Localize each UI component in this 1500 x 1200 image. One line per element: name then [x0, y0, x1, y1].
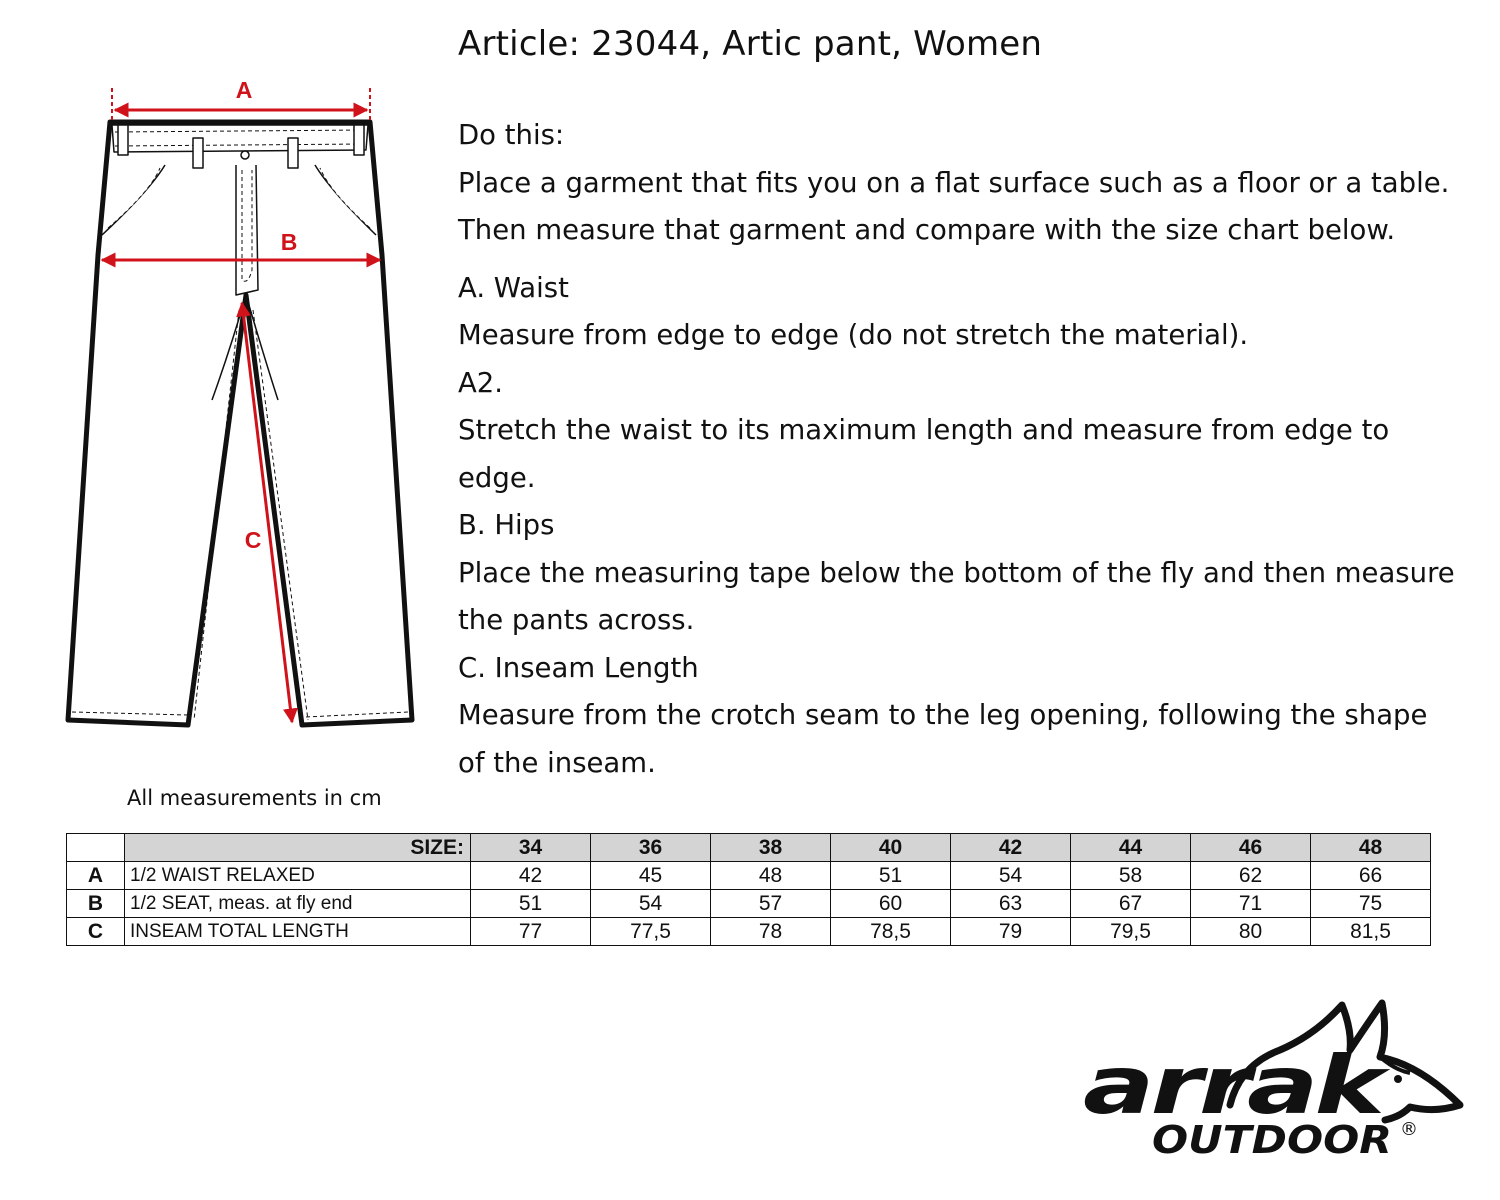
- label-a: A: [235, 77, 253, 103]
- table-cell: 62: [1191, 862, 1311, 890]
- brand-subtitle: OUTDOOR: [1152, 1118, 1392, 1162]
- size-column-header: 44: [1071, 834, 1191, 862]
- table-cell: 75: [1311, 890, 1431, 918]
- instruction-line: Place a garment that fits you on a flat surface such as a floor or a table.: [458, 166, 1450, 199]
- size-column-header: 46: [1191, 834, 1311, 862]
- label-b: B: [280, 229, 298, 255]
- size-column-header: 36: [591, 834, 711, 862]
- table-cell: 79: [951, 918, 1071, 946]
- table-cell: 57: [711, 890, 831, 918]
- table-cell: 60: [831, 890, 951, 918]
- registered-mark: ®: [1400, 1119, 1418, 1140]
- size-column-header: 38: [711, 834, 831, 862]
- instruction-line: Place the measuring tape below the bottom of the fly and then measure: [458, 556, 1455, 589]
- size-header-label: SIZE:: [125, 834, 471, 862]
- instruction-a2-heading: A2.: [458, 366, 504, 399]
- size-column-header: 34: [471, 834, 591, 862]
- instruction-line: Measure from edge to edge (do not stretch the material).: [458, 319, 1249, 351]
- instruction-line: the pants across.: [458, 604, 695, 636]
- size-column-header: 40: [831, 834, 951, 862]
- table-cell: 79,5: [1071, 918, 1191, 946]
- table-cell: 54: [591, 890, 711, 918]
- table-cell: 71: [1191, 890, 1311, 918]
- pants-outline-icon: [68, 122, 412, 725]
- pants-measurement-diagram: [60, 70, 420, 740]
- table-cell: 77,5: [591, 918, 711, 946]
- table-cell: 48: [711, 862, 831, 890]
- units-note: All measurements in cm: [127, 786, 382, 810]
- size-column-header: 48: [1311, 834, 1431, 862]
- table-cell: 78,5: [831, 918, 951, 946]
- row-code: A: [67, 862, 125, 890]
- table-cell: 42: [471, 862, 591, 890]
- instruction-waist-heading: A. Waist: [458, 271, 569, 304]
- size-column-header: 42: [951, 834, 1071, 862]
- row-label: 1/2 WAIST RELAXED: [125, 862, 471, 890]
- table-cell: 80: [1191, 918, 1311, 946]
- row-label: INSEAM TOTAL LENGTH: [125, 918, 471, 946]
- row-code: C: [67, 918, 125, 946]
- table-row: [67, 890, 1431, 918]
- table-row: [67, 862, 1431, 890]
- brand-wordmark: arrak: [1083, 1039, 1392, 1132]
- table-row: [67, 918, 1431, 946]
- instruction-line: edge.: [458, 461, 536, 494]
- table-cell: 51: [471, 890, 591, 918]
- table-cell: 54: [951, 862, 1071, 890]
- table-cell: 51: [831, 862, 951, 890]
- table-cell: 77: [471, 918, 591, 946]
- instruction-line: Measure from the crotch seam to the leg opening, following the shape: [458, 699, 1428, 731]
- instruction-line: Then measure that garment and compare with the size chart below.: [458, 214, 1396, 246]
- size-chart-table: [66, 833, 1431, 946]
- table-cell: 81,5: [1311, 918, 1431, 946]
- measurement-instructions: [458, 112, 1458, 787]
- instruction-heading: Do this:: [458, 119, 565, 151]
- row-code: B: [67, 890, 125, 918]
- table-cell: 78: [711, 918, 831, 946]
- table-cell: 66: [1311, 862, 1431, 890]
- arrak-outdoor-logo: [1080, 995, 1470, 1165]
- header-code-cell: [67, 834, 125, 862]
- row-label: 1/2 SEAT, meas. at fly end: [125, 890, 471, 918]
- size-header-row: [67, 834, 1431, 862]
- instruction-line: Stretch the waist to its maximum length and measure from edge to: [458, 414, 1390, 446]
- label-c: C: [244, 527, 262, 553]
- table-cell: 67: [1071, 890, 1191, 918]
- instruction-inseam-heading: C. Inseam Length: [458, 651, 699, 684]
- instruction-line: of the inseam.: [458, 746, 656, 779]
- page-title: Article: 23044, Artic pant, Women: [458, 24, 1043, 64]
- table-cell: 45: [591, 862, 711, 890]
- table-cell: 58: [1071, 862, 1191, 890]
- table-cell: 63: [951, 890, 1071, 918]
- instruction-hips-heading: B. Hips: [458, 509, 555, 541]
